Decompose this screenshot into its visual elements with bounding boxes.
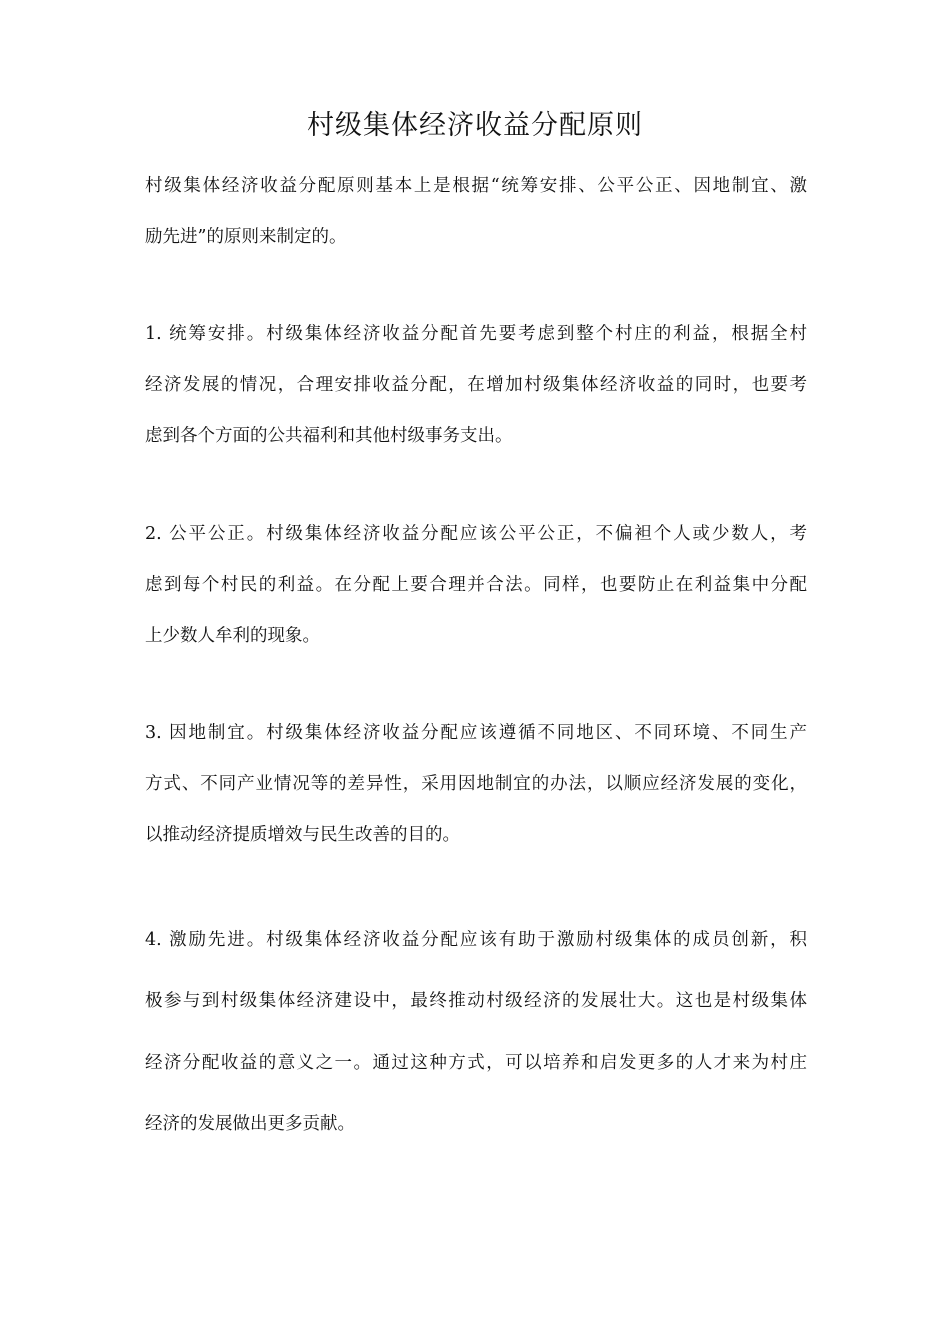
paragraph-line: 励先进”的原则来制定的。	[145, 227, 347, 247]
paragraph-line: 4. 激励先进。村级集体经济收益分配应该有助于激励村级集体的成员创新，积	[145, 930, 807, 950]
paragraph-line: 虑到每个村民的利益。在分配上要合理并合法。同样，也要防止在利益集中分配	[145, 575, 807, 595]
paragraph-line: 2. 公平公正。村级集体经济收益分配应该公平公正，不偏袒个人或少数人，考	[145, 524, 807, 544]
paragraph-line: 方式、不同产业情况等的差异性，采用因地制宜的办法，以顺应经济发展的变化，	[145, 774, 807, 794]
paragraph-line: 1. 统筹安排。村级集体经济收益分配首先要考虑到整个村庄的利益，根据全村	[145, 324, 807, 344]
paragraph-line: 经济发展的情况，合理安排收益分配，在增加村级集体经济收益的同时，也要考	[145, 375, 807, 395]
paragraph-line: 上少数人牟利的现象。	[145, 626, 320, 646]
paragraph-line: 极参与到村级集体经济建设中，最终推动村级经济的发展壮大。这也是村级集体	[145, 991, 807, 1011]
paragraph-line: 3. 因地制宜。村级集体经济收益分配应该遵循不同地区、不同环境、不同生产	[145, 723, 807, 743]
paragraph-line: 虑到各个方面的公共福利和其他村级事务支出。	[145, 426, 513, 446]
paragraph-line: 以推动经济提质增效与民生改善的目的。	[145, 825, 460, 845]
paragraph-line: 经济的发展做出更多贡献。	[145, 1114, 355, 1134]
paragraph-line: 经济分配收益的意义之一。通过这种方式，可以培养和启发更多的人才来为村庄	[145, 1053, 807, 1073]
document-title: 村级集体经济收益分配原则	[307, 110, 643, 141]
paragraph-line: 村级集体经济收益分配原则基本上是根据“统筹安排、公平公正、因地制宜、激	[145, 176, 807, 196]
